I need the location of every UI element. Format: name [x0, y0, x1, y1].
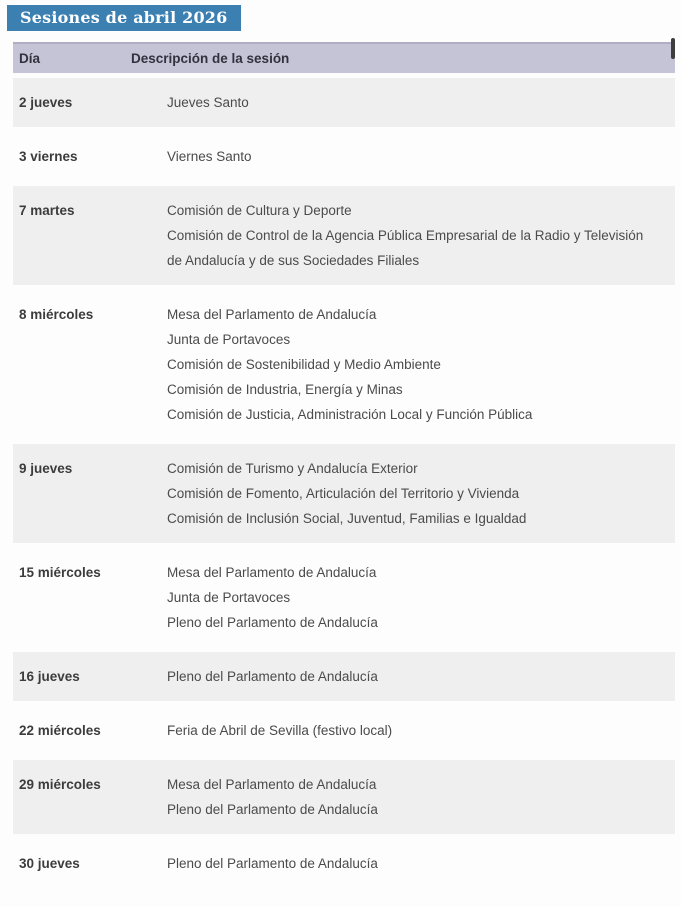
day-cell: 15 miércoles	[13, 548, 131, 647]
session-item: Comisión de Control de la Agencia Pública Empresarial de la Radio y Televisión de Andalucía y de sus Sociedades Filiales	[167, 228, 644, 268]
table-row	[13, 186, 675, 285]
session-item: Jueves Santo	[167, 95, 249, 110]
session-item: Mesa del Parlamento de Andalucía	[167, 565, 377, 580]
column-header-description: Descripción de la sesión	[131, 42, 675, 73]
table-row	[13, 548, 675, 647]
table-row	[13, 839, 675, 888]
description-cell	[131, 132, 675, 181]
day-cell: 9 jueves	[13, 444, 131, 543]
session-item: Junta de Portavoces	[167, 332, 291, 347]
day-cell: 8 miércoles	[13, 290, 131, 439]
day-cell: 2 jueves	[13, 78, 131, 127]
table-row	[13, 132, 675, 181]
session-item: Pleno del Parlamento de Andalucía	[167, 615, 378, 630]
session-item: Pleno del Parlamento de Andalucía	[167, 856, 378, 871]
day-cell: 16 jueves	[13, 652, 131, 701]
table-row	[13, 290, 675, 439]
table-row	[13, 444, 675, 543]
vertical-scrollbar-thumb[interactable]	[671, 38, 675, 59]
day-cell: 30 jueves	[13, 839, 131, 888]
description-cell	[131, 186, 675, 285]
description-cell	[131, 706, 675, 755]
session-item: Mesa del Parlamento de Andalucía	[167, 307, 377, 322]
sessions-table	[13, 37, 675, 893]
description-cell	[131, 839, 675, 888]
table-row	[13, 78, 675, 127]
table-row	[13, 760, 675, 834]
table-row	[13, 652, 675, 701]
description-cell	[131, 78, 675, 127]
session-item: Comisión de Cultura y Deporte	[167, 203, 352, 218]
description-cell	[131, 760, 675, 834]
table-header	[13, 42, 675, 73]
session-item: Comisión de Inclusión Social, Juventud, Familias e Igualdad	[167, 511, 527, 526]
description-cell	[131, 290, 675, 439]
session-item: Comisión de Fomento, Articulación del Territorio y Vivienda	[167, 486, 520, 501]
session-table-body	[13, 78, 675, 888]
session-item: Pleno del Parlamento de Andalucía	[167, 669, 378, 684]
sessions-table-container	[13, 37, 675, 893]
session-item: Mesa del Parlamento de Andalucía	[167, 777, 377, 792]
header-row	[13, 42, 675, 73]
table-row	[13, 706, 675, 755]
description-cell	[131, 444, 675, 543]
session-item: Comisión de Industria, Energía y Minas	[167, 382, 403, 397]
day-cell: 29 miércoles	[13, 760, 131, 834]
page-title: Sesiones de abril 2026	[7, 5, 241, 31]
day-cell: 22 miércoles	[13, 706, 131, 755]
session-item: Comisión de Turismo y Andalucía Exterior	[167, 461, 418, 476]
session-item: Comisión de Justicia, Administración Local y Función Pública	[167, 407, 533, 422]
session-item: Feria de Abril de Sevilla (festivo local)	[167, 723, 393, 738]
column-header-day: Día	[13, 42, 131, 73]
description-cell	[131, 548, 675, 647]
day-cell: 3 viernes	[13, 132, 131, 181]
session-item: Junta de Portavoces	[167, 590, 291, 605]
day-cell: 7 martes	[13, 186, 131, 285]
session-item: Pleno del Parlamento de Andalucía	[167, 802, 378, 817]
session-item: Viernes Santo	[167, 149, 252, 164]
description-cell	[131, 652, 675, 701]
session-item: Comisión de Sostenibilidad y Medio Ambiente	[167, 357, 441, 372]
